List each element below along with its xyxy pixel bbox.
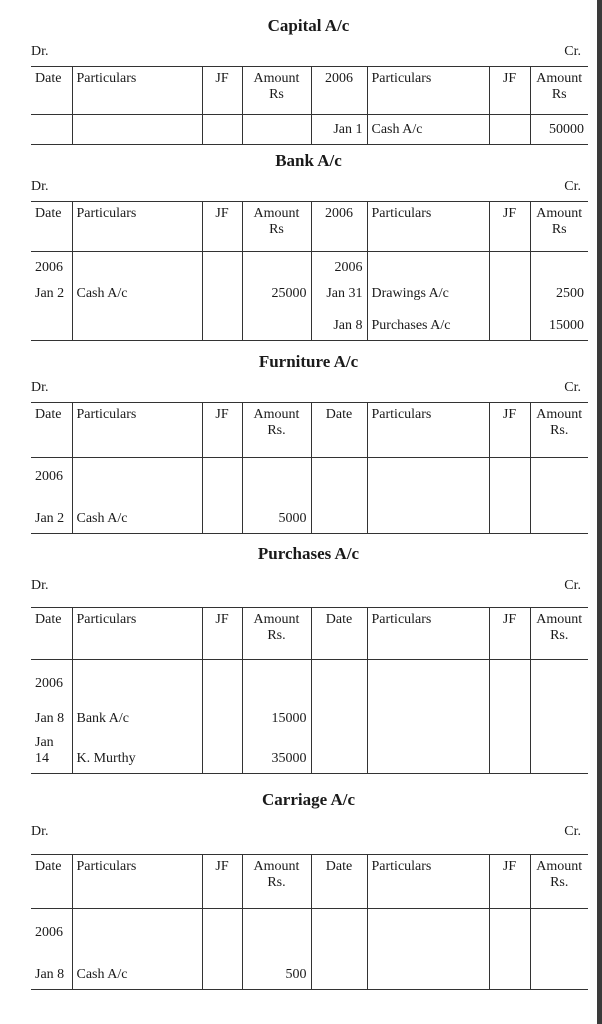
cell-particulars: K. Murthy — [72, 733, 202, 774]
header-particulars-cr: Particulars — [367, 855, 489, 909]
credit-label: Cr. — [564, 578, 581, 593]
ledger-title: Bank A/c — [275, 151, 342, 170]
cell-amount — [242, 308, 311, 341]
cell-date-cr — [311, 491, 367, 534]
cell-jf — [202, 252, 242, 282]
credit-label: Cr. — [564, 380, 581, 395]
cell-particulars: Cash A/c — [72, 282, 202, 308]
header-particulars: Particulars — [72, 608, 202, 660]
cell-amount: 5000 — [242, 491, 311, 534]
cell-date-cr: Jan 8 — [311, 308, 367, 341]
cell-date-cr: Jan 31 — [311, 282, 367, 308]
cell-date: Jan 2 — [31, 282, 72, 308]
cell-date-cr — [311, 733, 367, 774]
header-amount: Amount Rs — [242, 202, 311, 252]
header-particulars-cr: Particulars — [367, 608, 489, 660]
cell-date — [31, 115, 72, 145]
ledger-row — [31, 252, 588, 282]
cell-particulars: Cash A/c — [72, 947, 202, 990]
cell-jf — [202, 115, 242, 145]
cell-jf-cr — [489, 947, 530, 990]
cell-particulars — [72, 660, 202, 698]
cell-particulars — [72, 909, 202, 947]
header-jf: JF — [202, 67, 242, 115]
cell-amount: 25000 — [242, 282, 311, 308]
header-particulars-cr: Particulars — [367, 67, 489, 115]
cell-jf-cr — [489, 909, 530, 947]
cell-amount-cr — [530, 947, 588, 990]
cell-jf-cr — [489, 252, 530, 282]
header-jf: JF — [202, 855, 242, 909]
cell-date-cr: Jan 1 — [311, 115, 367, 145]
cell-jf — [202, 491, 242, 534]
cell-date-cr: 2006 — [311, 252, 367, 282]
cell-amount — [242, 660, 311, 698]
cell-jf-cr — [489, 698, 530, 733]
cell-amount — [242, 115, 311, 145]
ledger-header-row — [31, 403, 588, 458]
header-amount: Amount Rs — [242, 67, 311, 115]
cell-jf — [202, 947, 242, 990]
ledger-row — [31, 698, 588, 733]
header-date: Date — [31, 403, 72, 458]
debit-label: Dr. — [31, 179, 49, 194]
cell-jf — [202, 282, 242, 308]
cell-particulars: Cash A/c — [72, 491, 202, 534]
cell-date-cr — [311, 660, 367, 698]
header-particulars: Particulars — [72, 855, 202, 909]
cell-amount-cr — [530, 733, 588, 774]
cell-particulars-cr — [367, 252, 489, 282]
header-jf-cr: JF — [489, 67, 530, 115]
cell-amount: 35000 — [242, 733, 311, 774]
cell-jf — [202, 733, 242, 774]
cell-date: Jan 8 — [31, 698, 72, 733]
cell-jf — [202, 698, 242, 733]
cell-amount-cr — [530, 252, 588, 282]
ledger-table — [31, 607, 588, 774]
cell-date: Jan 8 — [31, 947, 72, 990]
cell-date: 2006 — [31, 458, 72, 491]
ledger-row — [31, 115, 588, 145]
debit-label: Dr. — [31, 578, 49, 593]
cell-date: 2006 — [31, 660, 72, 698]
cell-jf — [202, 308, 242, 341]
cell-amount-cr — [530, 491, 588, 534]
header-amount-cr: Amount Rs — [530, 67, 588, 115]
cell-particulars-cr — [367, 458, 489, 491]
cell-amount-cr — [530, 660, 588, 698]
cell-jf — [202, 458, 242, 491]
debit-label: Dr. — [31, 44, 49, 59]
ledger-header-row — [31, 67, 588, 115]
header-jf-cr: JF — [489, 608, 530, 660]
header-amount-cr: Amount Rs. — [530, 608, 588, 660]
ledger-table — [31, 66, 588, 145]
cell-particulars-cr: Cash A/c — [367, 115, 489, 145]
header-amount-cr: Amount Rs — [530, 202, 588, 252]
cell-amount-cr — [530, 698, 588, 733]
cell-date-cr — [311, 458, 367, 491]
header-date-cr: 2006 — [311, 67, 367, 115]
header-jf: JF — [202, 403, 242, 458]
header-amount: Amount Rs. — [242, 855, 311, 909]
ledger-row — [31, 458, 588, 491]
credit-label: Cr. — [564, 179, 581, 194]
ledger-table — [31, 201, 588, 341]
cell-jf-cr — [489, 491, 530, 534]
cell-amount: 15000 — [242, 698, 311, 733]
cell-particulars-cr — [367, 947, 489, 990]
page-edge — [597, 0, 602, 1024]
cell-date — [31, 308, 72, 341]
header-amount-cr: Amount Rs. — [530, 403, 588, 458]
header-particulars: Particulars — [72, 403, 202, 458]
cell-jf — [202, 660, 242, 698]
cell-jf-cr — [489, 458, 530, 491]
ledger-row — [31, 660, 588, 698]
cell-amount — [242, 909, 311, 947]
cell-particulars-cr — [367, 733, 489, 774]
cell-jf-cr — [489, 660, 530, 698]
cell-particulars-cr — [367, 491, 489, 534]
ledger-title: Furniture A/c — [258, 352, 359, 371]
ledger-header-row — [31, 202, 588, 252]
header-particulars: Particulars — [72, 67, 202, 115]
header-particulars-cr: Particulars — [367, 202, 489, 252]
cell-jf — [202, 909, 242, 947]
ledger-table — [31, 854, 588, 990]
debit-label: Dr. — [31, 824, 49, 839]
credit-label: Cr. — [564, 44, 581, 59]
ledger-row — [31, 909, 588, 947]
cell-date: 2006 — [31, 909, 72, 947]
header-jf: JF — [202, 202, 242, 252]
ledger-table — [31, 402, 588, 534]
header-jf-cr: JF — [489, 855, 530, 909]
cell-date-cr — [311, 909, 367, 947]
ledger-row — [31, 308, 588, 341]
cell-particulars — [72, 458, 202, 491]
cell-particulars-cr — [367, 909, 489, 947]
cell-date-cr — [311, 698, 367, 733]
ledger-row — [31, 491, 588, 534]
cell-particulars — [72, 308, 202, 341]
cell-amount-cr: 50000 — [530, 115, 588, 145]
ledger-title: Carriage A/c — [262, 790, 355, 809]
header-date: Date — [31, 202, 72, 252]
header-date-cr: Date — [311, 608, 367, 660]
cell-date: 2006 — [31, 252, 72, 282]
header-particulars-cr: Particulars — [367, 403, 489, 458]
cell-jf-cr — [489, 115, 530, 145]
header-amount-cr: Amount Rs. — [530, 855, 588, 909]
header-date-cr: 2006 — [311, 202, 367, 252]
header-amount: Amount Rs. — [242, 608, 311, 660]
cell-jf-cr — [489, 733, 530, 774]
credit-label: Cr. — [564, 824, 581, 839]
header-jf-cr: JF — [489, 202, 530, 252]
cell-amount-cr: 2500 — [530, 282, 588, 308]
cell-particulars-cr — [367, 698, 489, 733]
cell-jf-cr — [489, 282, 530, 308]
cell-jf-cr — [489, 308, 530, 341]
header-date: Date — [31, 608, 72, 660]
header-date-cr: Date — [311, 855, 367, 909]
ledger-row — [31, 947, 588, 990]
cell-date: Jan 2 — [31, 491, 72, 534]
cell-particulars — [72, 115, 202, 145]
cell-amount — [242, 252, 311, 282]
header-particulars: Particulars — [72, 202, 202, 252]
ledger-title: Purchases A/c — [257, 544, 360, 563]
header-jf: JF — [202, 608, 242, 660]
cell-date-cr — [311, 947, 367, 990]
ledger-header-row — [31, 855, 588, 909]
header-date: Date — [31, 67, 72, 115]
cell-particulars: Bank A/c — [72, 698, 202, 733]
debit-label: Dr. — [31, 380, 49, 395]
cell-amount: 500 — [242, 947, 311, 990]
ledger-row — [31, 282, 588, 308]
cell-amount-cr — [530, 909, 588, 947]
ledger-header-row — [31, 608, 588, 660]
cell-amount-cr: 15000 — [530, 308, 588, 341]
cell-date: Jan 14 — [31, 733, 72, 774]
ledger-row — [31, 733, 588, 774]
ledger-title: Capital A/c — [267, 16, 350, 35]
cell-particulars — [72, 252, 202, 282]
cell-particulars-cr: Drawings A/c — [367, 282, 489, 308]
header-date: Date — [31, 855, 72, 909]
cell-particulars-cr — [367, 660, 489, 698]
header-amount: Amount Rs. — [242, 403, 311, 458]
cell-amount-cr — [530, 458, 588, 491]
cell-particulars-cr: Purchases A/c — [367, 308, 489, 341]
header-jf-cr: JF — [489, 403, 530, 458]
cell-amount — [242, 458, 311, 491]
header-date-cr: Date — [311, 403, 367, 458]
